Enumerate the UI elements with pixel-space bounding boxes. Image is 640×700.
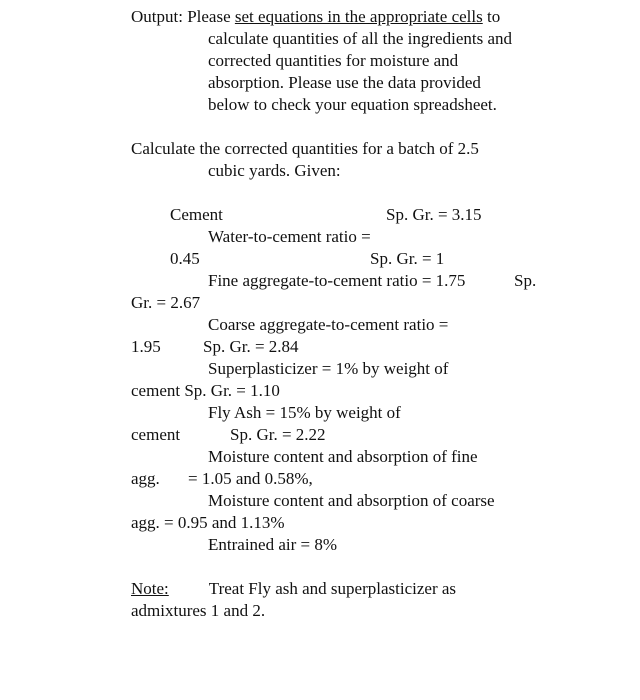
output-line-4: absorption. Please use the data provided bbox=[208, 73, 481, 92]
output-line-1 bbox=[131, 6, 500, 28]
note-line-2: admixtures 1 and 2. bbox=[131, 601, 266, 620]
output-text-post: to bbox=[482, 7, 501, 26]
moisture-fine-label: Moisture content and absorption of fine bbox=[208, 447, 478, 466]
fly-label: Fly Ash = 15% by weight of bbox=[208, 403, 401, 422]
output-line-3: corrected quantities for moisture and bbox=[208, 51, 459, 70]
moisture-coarse-values: agg. = 0.95 and 1.13% bbox=[131, 513, 285, 532]
output-line-5: below to check your equation spreadsheet. bbox=[208, 95, 497, 114]
sp-cont: cement Sp. Gr. = 1.10 bbox=[131, 381, 280, 400]
calc-line-2: cubic yards. Given: bbox=[208, 161, 341, 180]
fa-label: Fine aggregate-to-cement ratio = 1.75 bbox=[208, 271, 466, 290]
wc-sg: Sp. Gr. = 1 bbox=[370, 249, 445, 268]
output-label: Output: bbox=[131, 7, 183, 26]
ca-value: 1.95 bbox=[131, 337, 161, 356]
fly-cont: cement bbox=[131, 425, 181, 444]
wc-label: Water-to-cement ratio = bbox=[208, 227, 371, 246]
fly-sg: Sp. Gr. = 2.22 bbox=[230, 425, 326, 444]
note-line-1 bbox=[131, 578, 456, 600]
calc-line-1: Calculate the corrected quantities for a batch of 2.5 bbox=[131, 139, 479, 158]
ca-sg: Sp. Gr. = 2.84 bbox=[203, 337, 299, 356]
sp-label: Superplasticizer = 1% by weight of bbox=[208, 359, 449, 378]
moisture-fine-values: = 1.05 and 0.58%, bbox=[188, 469, 313, 488]
ca-label: Coarse aggregate-to-cement ratio = bbox=[208, 315, 449, 334]
note-text: Treat Fly ash and superplasticizer as bbox=[208, 579, 457, 598]
wc-value: 0.45 bbox=[170, 249, 200, 268]
note-label: Note: bbox=[131, 579, 169, 598]
cement-sg: Sp. Gr. = 3.15 bbox=[386, 205, 482, 224]
entrained-air: Entrained air = 8% bbox=[208, 535, 338, 554]
moisture-fine-agg: agg. bbox=[131, 469, 160, 488]
moisture-coarse-label: Moisture content and absorption of coarse bbox=[208, 491, 495, 510]
fa-sg-b: Gr. = 2.67 bbox=[131, 293, 201, 312]
set-equations-underline: set equations in the appropriate cells bbox=[234, 7, 483, 26]
output-text-pre: Please bbox=[187, 7, 235, 26]
fa-sg-a: Sp. bbox=[514, 271, 537, 290]
output-line-2: calculate quantities of all the ingredients and bbox=[208, 29, 512, 48]
cement-name: Cement bbox=[170, 205, 223, 224]
